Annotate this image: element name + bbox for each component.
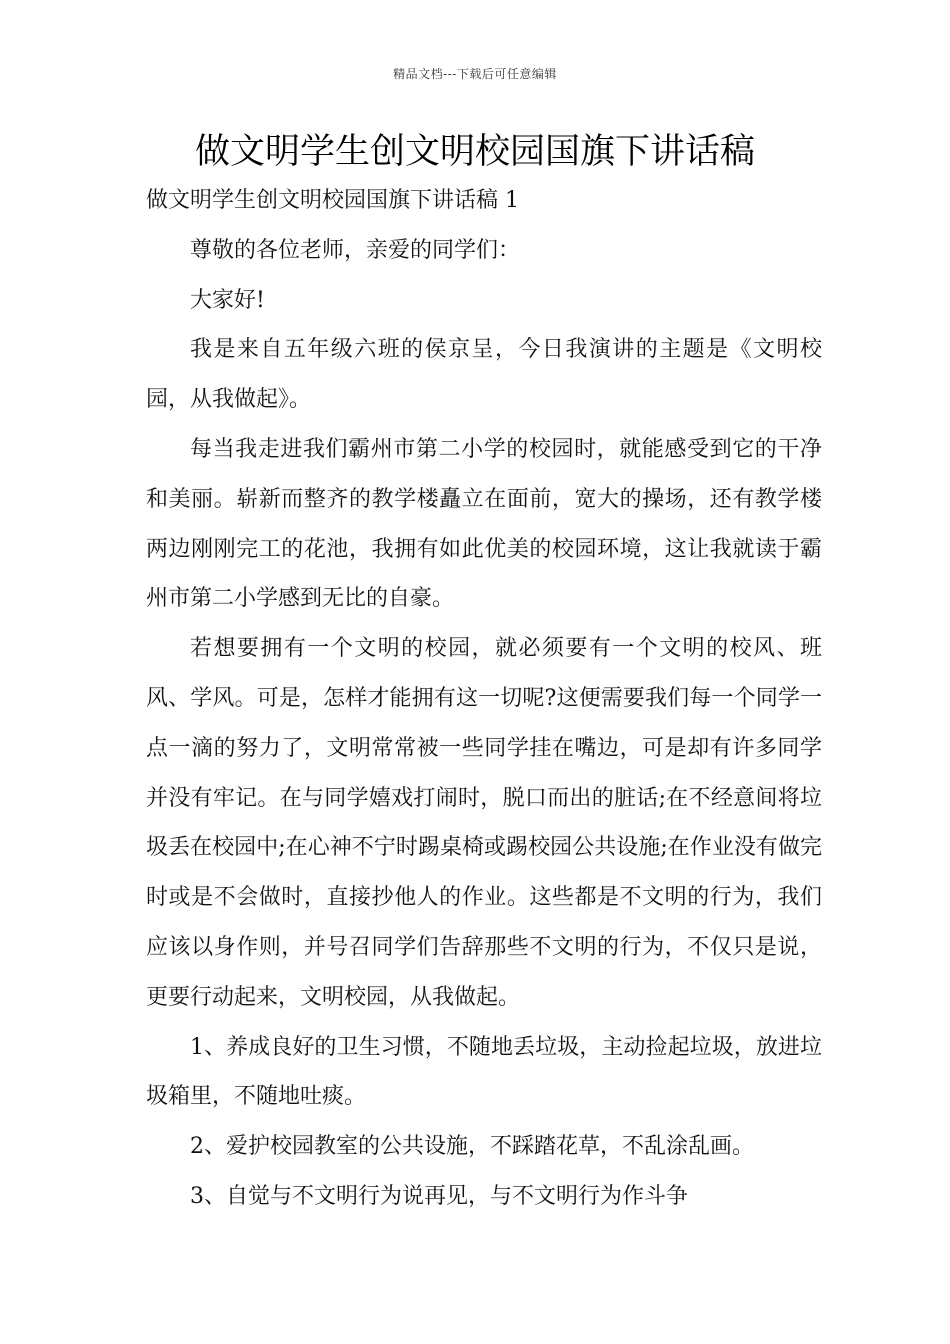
- document-title: 做文明学生创文明校园国旗下讲话稿: [194, 132, 755, 172]
- list-item-facilities: 2、爱护校园教室的公共设施，不踩踏花草，不乱涂乱画。: [190, 1134, 754, 1160]
- list-item-hygiene: 1、养成良好的卫生习惯，不随地丢垃圾，主动捡起垃圾，放进垃圾箱里，不随地吐痰。: [146, 1034, 822, 1110]
- intro-paragraph: 我是来自五年级六班的侯京呈，今日我演讲的主题是《文明校园，从我做起》。: [146, 337, 822, 413]
- salutation-paragraph: 大家好!: [190, 287, 265, 313]
- document-body: [146, 176, 822, 1222]
- document-subtitle: 做文明学生创文明校园国旗下讲话稿 1: [146, 188, 519, 213]
- list-item-behavior: 3、自觉与不文明行为说再见，与不文明行为作斗争: [190, 1183, 688, 1209]
- campus-paragraph: 每当我走进我们霸州市第二小学的校园时，就能感受到它的干净和美丽。崭新而整齐的教学楼矗立在面前，宽大的操场，还有教学楼两边刚刚完工的花池，我拥有如此优美的校园环境，这让我就读于霸州市第二小学感到无比的自豪。: [146, 436, 822, 612]
- civility-paragraph: 若想要拥有一个文明的校园，就必须要有一个文明的校风、班风、学风。可是，怎样才能拥有这一切呢?这便需要我们每一个同学一点一滴的努力了，文明常常被一些同学挂在嘴边，可是却有许多同学并没有牢记。在与同学嬉戏打闹时，脱口而出的脏话;在不经意间将垃圾丢在校园中;在心神不宁时踢桌椅或踢校园公共设施;在作业没有做完时或是不会做时，直接抄他人的作业。这些都是不文明的行为，我们应该以身作则，并号召同学们告辞那些不文明的行为，不仅只是说，更要行动起来，文明校园，从我做起。: [146, 636, 822, 1010]
- page-header: 精品文档---下载后可任意编辑: [393, 67, 557, 81]
- greeting-paragraph: 尊敬的各位老师，亲爱的同学们：: [190, 237, 521, 263]
